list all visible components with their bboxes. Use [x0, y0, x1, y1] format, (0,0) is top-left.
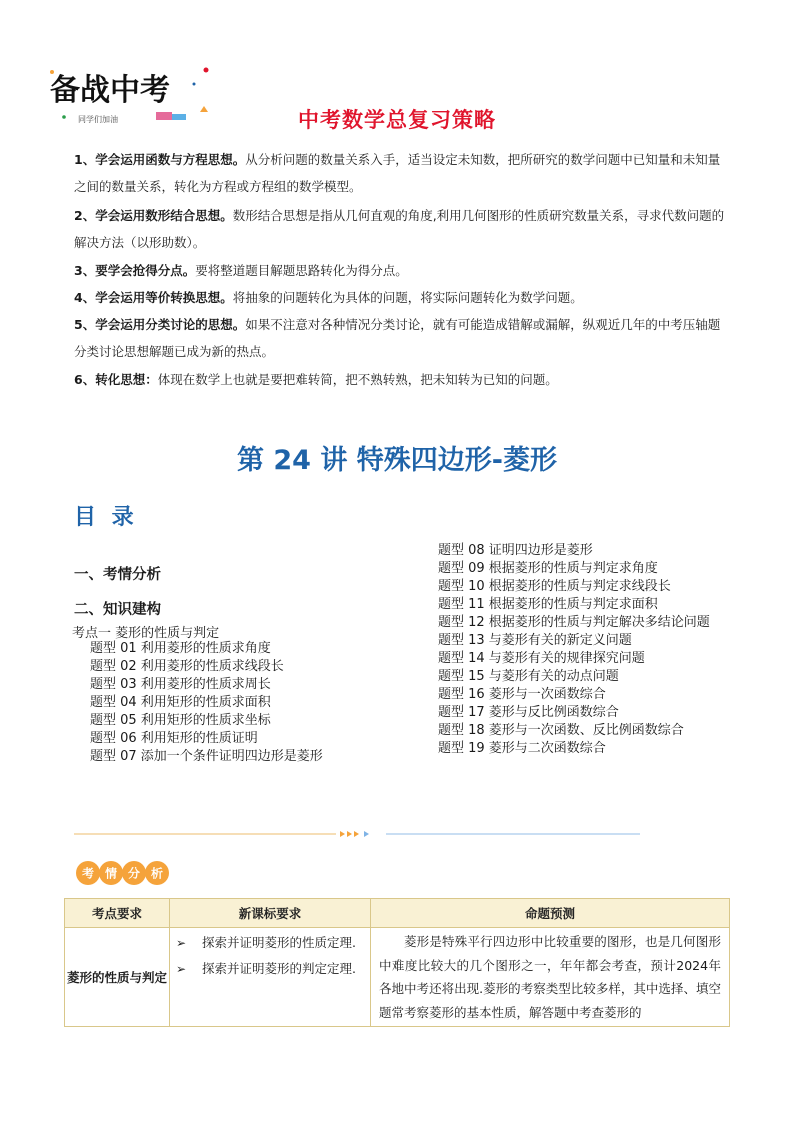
toc-item[interactable]: 题型 18 菱形与一次函数、反比例函数综合 [438, 723, 684, 738]
arrow-right-icon [354, 831, 359, 837]
strategy-text: 要将整道题目解题思路转化为得分点。 [195, 263, 408, 278]
badge-char: 析 [150, 866, 164, 881]
strategy-paragraph [74, 202, 726, 256]
toc-item[interactable]: 题型 06 利用矩形的性质证明 [90, 731, 258, 746]
toc-item[interactable]: 题型 15 与菱形有关的动点问题 [438, 669, 619, 684]
toc-item[interactable]: 题型 19 菱形与二次函数综合 [438, 741, 606, 756]
strategy-lead: 2、学会运用数形结合思想。 [74, 208, 233, 223]
strategy-paragraph [74, 284, 726, 311]
toc-item[interactable]: 题型 14 与菱形有关的规律探究问题 [438, 651, 645, 666]
toc-item[interactable]: 题型 01 利用菱形的性质求角度 [90, 641, 271, 656]
strategy-paragraph [74, 366, 726, 393]
toc-item[interactable]: 题型 10 根据菱形的性质与判定求线段长 [438, 579, 671, 594]
toc-item[interactable]: 题型 17 菱形与反比例函数综合 [438, 705, 619, 720]
strategy-lead: 3、要学会抢得分点。 [74, 263, 196, 278]
arrow-right-icon [340, 831, 345, 837]
arrow-right-icon [364, 831, 369, 837]
strategy-text: 将抽象的问题转化为具体的问题，将实际问题转化为数学问题。 [232, 290, 583, 305]
toc-item[interactable]: 题型 07 添加一个条件证明四边形是菱形 [90, 749, 323, 764]
strategy-lead: 5、学会运用分类讨论的思想。 [74, 317, 246, 332]
strategy-paragraph [74, 311, 726, 365]
strategy-paragraph [74, 146, 726, 200]
strategy-lead: 4、学会运用等价转换思想。 [74, 290, 233, 305]
table-header-row [65, 899, 730, 928]
section-divider [74, 828, 640, 840]
strategy-lead: 6、转化思想： [74, 372, 158, 387]
toc-kaodian[interactable]: 考点一 菱形的性质与判定 [72, 626, 220, 641]
toc-item[interactable]: 题型 04 利用矩形的性质求面积 [90, 695, 271, 710]
toc-right-column [438, 542, 738, 758]
table-row [65, 928, 730, 1027]
strategy-text: 从分析问题的数量关系入手，适当设定未知数，把所研究的数学问题中已知量和未知量之间的数量关系，转化为方程或方程组的数学模型。 [74, 152, 721, 194]
badge-char: 分 [127, 866, 141, 881]
logo-text: 备战中考 [50, 73, 170, 108]
cell-requirements [170, 928, 371, 1027]
toc-item[interactable]: 题型 11 根据菱形的性质与判定求面积 [438, 597, 658, 612]
document-title: 中考数学总复习策略 [298, 108, 496, 132]
toc-item[interactable]: 题型 03 利用菱形的性质求周长 [90, 677, 271, 692]
header-topic: 考点要求 [65, 899, 170, 928]
arrow-right-icon [347, 831, 352, 837]
strategy-lead: 1、学会运用函数与方程思想。 [74, 152, 246, 167]
toc-item[interactable]: 题型 13 与菱形有关的新定义问题 [438, 633, 632, 648]
arrow-bullet-icon: ➢ [176, 962, 187, 976]
badge-char: 考 [81, 866, 95, 881]
toc-item[interactable]: 题型 08 证明四边形是菱形 [438, 543, 593, 558]
lecture-title: 第 24 讲 特殊四边形-菱形 [237, 445, 557, 476]
toc-heading: 目 录 [74, 505, 138, 530]
toc-item[interactable]: 题型 02 利用菱形的性质求线段长 [90, 659, 284, 674]
analysis-table [64, 898, 730, 1027]
toc-item[interactable]: 题型 12 根据菱形的性质与判定解决多结论问题 [438, 615, 710, 630]
toc-section-knowledge[interactable]: 二、知识建构 [74, 602, 161, 618]
requirement-text: 探索并证明菱形的判定定理. [202, 961, 356, 976]
section-badge [74, 858, 172, 888]
badge-char: 情 [104, 866, 118, 881]
requirement-item [176, 956, 364, 982]
strategy-paragraph [74, 257, 726, 284]
logo-subtext: 同学们加油 [78, 115, 118, 124]
requirement-item [176, 930, 364, 956]
cell-prediction: 菱形是特殊平行四边形中比较重要的图形，也是几何图形中难度比较大的几个图形之一，年年都会考查，预计2024年各地中考还将出现.菱形的考察类型比较多样，其中选择、填空题常考察菱形的基本性质，解答题中考查菱形的 [371, 928, 730, 1027]
strategy-text: 如果不注意对各种情况分类讨论，就有可能造成错解或漏解，纵观近几年的中考压轴题分类讨论思想解题已成为新的热点。 [74, 317, 721, 359]
toc-item[interactable]: 题型 16 菱形与一次函数综合 [438, 687, 606, 702]
toc-left-column [90, 640, 323, 766]
requirement-text: 探索并证明菱形的性质定理. [202, 935, 356, 950]
toc-item[interactable]: 题型 05 利用矩形的性质求坐标 [90, 713, 271, 728]
cell-topic: 菱形的性质与判定 [65, 928, 170, 1027]
arrow-bullet-icon: ➢ [176, 936, 187, 950]
toc-section-analysis[interactable]: 一、考情分析 [74, 567, 161, 583]
strategy-text: 数形结合思想是指从几何直观的角度,利用几何图形的性质研究数量关系，寻求代数问题的解决方法（以形助数）。 [74, 208, 725, 250]
strategy-text: 体现在数学上也就是要把难转简，把不熟转熟，把未知转为已知的问题。 [157, 372, 558, 387]
header-prediction: 命题预测 [371, 899, 730, 928]
header-requirements: 新课标要求 [170, 899, 371, 928]
toc-item[interactable]: 题型 09 根据菱形的性质与判定求角度 [438, 561, 658, 576]
